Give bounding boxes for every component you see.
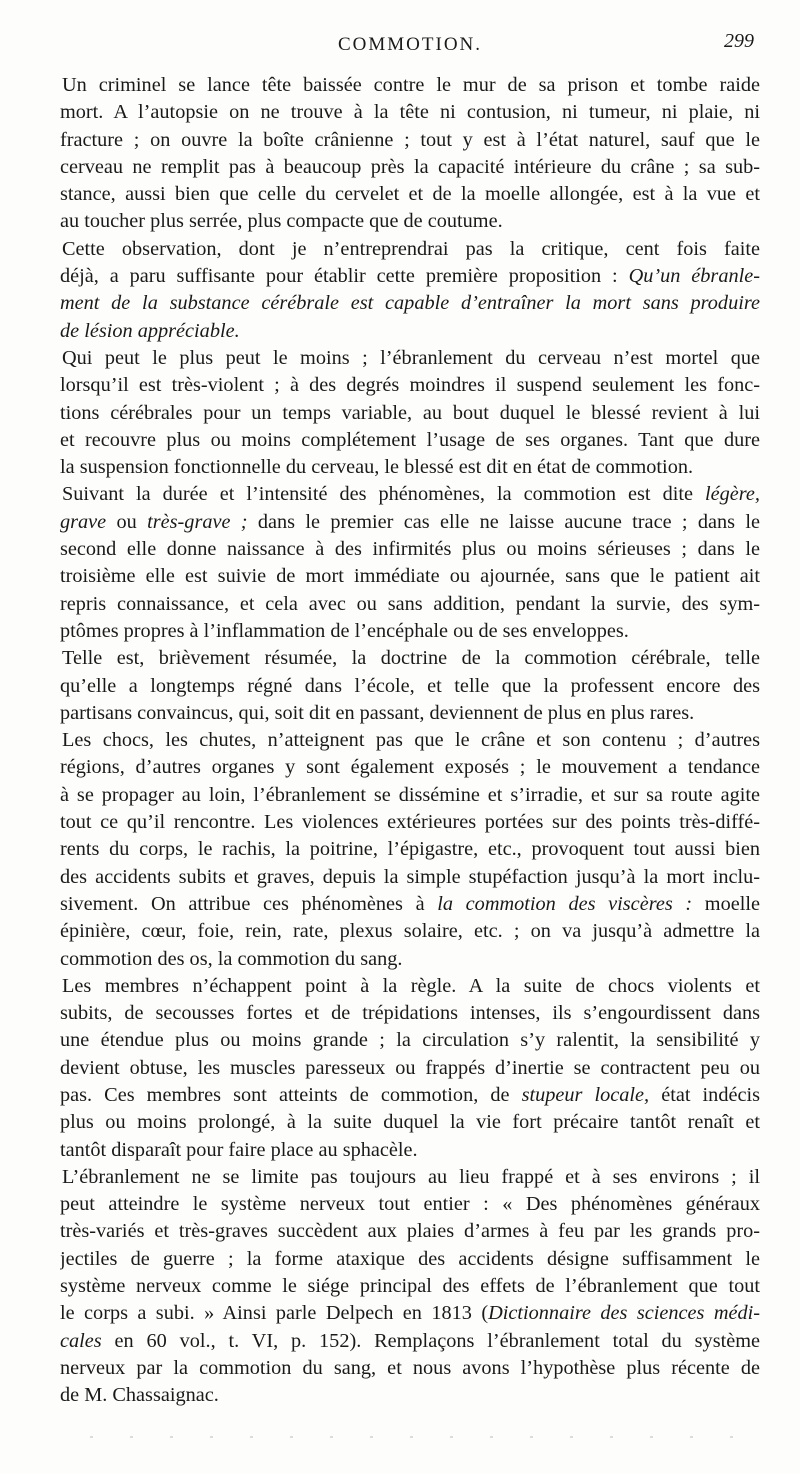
text-line: Un criminel se lance tête baissée contre le mur de sa prison et tombe raide [62,74,760,96]
text-segment: sivement. On attribue ces phénomènes à [60,892,438,915]
text-line: devient obtuse, les muscles paresseux ou frappés d’inertie se contractent peu ou [60,1056,760,1079]
text-segment: en 60 vol., t. VI, p. 152). Remplaçons l’ébranlement total du système [114,1329,760,1352]
italic-segment: stupeur locale, [521,1083,650,1106]
text-segment: dans le premier cas elle ne laisse aucune trace ; dans le [247,510,760,533]
paragraph-7 [60,973,760,1164]
italic-segment: grave [60,510,107,533]
text-line: partisans convaincus, qui, soit dit en passant, deviennent de plus en plus rares. [60,701,695,724]
text-line: subits, de secousses fortes et de trépidations intenses, ils s’engourdissent dans [60,1002,760,1025]
text-line: une étendue plus ou moins grande ; la circulation s’y ralentit, la sensibilité y [60,1029,760,1052]
text-line: cerveau ne remplit pas à beaucoup près la capacité intérieure du crâne ; sa sub- [60,155,760,178]
text-line [60,891,760,918]
text-line: tantôt disparaît pour faire place au sphacèle. [60,1138,418,1161]
text-line: très-variés et très-graves succèdent aux plaies d’armes à feu par les grands pro- [60,1220,760,1243]
text-line [60,1300,760,1327]
text-line: second elle donne naissance à des infirmités plus ou moins sérieuses ; dans le [60,538,760,561]
text-line: tions cérébrales pour un temps variable, au bout duquel le blessé revient à lui [60,401,760,424]
text-segment: Suivant la durée et l’intensité des phénomènes, la commotion est dite [62,483,705,506]
text-line [60,481,760,508]
italic-segment: très-grave ; [147,510,248,533]
italic-segment: légère, [705,483,760,506]
text-line: rents du corps, le rachis, la poitrine, l’épigastre, etc., provoquent tout aussi bien [60,838,760,861]
running-head: COMMOTION. [337,34,483,55]
text-line: ptômes propres à l’inflammation de l’encéphale ou de ses enveloppes. [60,619,629,642]
text-line: commotion des os, la commotion du sang. [60,947,403,970]
paragraph-1 [60,72,760,236]
text-line [60,263,760,290]
text-line: troisième elle est suivie de mort immédiate ou ajournée, sans que le patient ait [60,565,760,588]
text-line: épinière, cœur, foie, rein, rate, plexus solaire, etc. ; on va jusqu’à admettre la [60,920,760,943]
text-line: à se propager au loin, l’ébranlement se dissémine et s’irradie, et sur sa route agite [60,783,760,806]
text-line: Telle est, brièvement résumée, la doctrine de la commotion cérébrale, telle [62,647,760,670]
text-line: Les membres n’échappent point à la règle. A la suite de chocs violents et [62,974,760,997]
text-line [60,509,760,536]
text-line: plus ou moins prolongé, à la suite duquel la vie fort précaire tantôt renaît et [60,1111,760,1134]
text-line: régions, d’autres organes y sont également exposés ; le mouvement a tendance [60,756,760,779]
text-segment: le corps a subi. » Ainsi parle Delpech en 1813 ( [60,1302,489,1325]
text-segment: ou [106,510,148,533]
text-line: la suspension fonctionnelle du cerveau, le blessé est dit en état de commotion. [60,456,694,479]
italic-segment: cales [60,1329,102,1352]
text-line: Cette observation, dont je n’entreprendrai pas la critique, cent fois faite [62,237,760,260]
text-line: de lésion appréciable. [60,319,240,342]
text-line: mort. A l’autopsie on ne trouve à la tête ni contusion, ni tumeur, ni plaie, ni [60,101,760,124]
text-line: système nerveux comme le siége principal des effets de l’ébranlement que tout [60,1275,760,1298]
text-segment: état indécis [649,1083,760,1106]
paragraph-6 [60,727,760,973]
text-line: L’ébranlement ne se limite pas toujours au lieu frappé et à ses environs ; il [62,1165,760,1188]
page-body [60,72,760,1410]
paragraph-4 [60,481,760,645]
text-line: peut atteindre le système nerveux tout entier : « Des phénomènes généraux [60,1193,760,1216]
page-header [60,30,760,60]
text-line: qu’elle a longtemps régné dans l’école, et telle que la professent encore des [60,674,760,697]
text-line: Qui peut le plus peut le moins ; l’ébranlement du cerveau n’est mortel que [62,346,760,369]
text-line [60,1328,760,1355]
text-line: et recouvre plus ou moins complétement l’usage de ses organes. Tant que dure [60,428,760,451]
text-line: nerveux par la commotion du sang, et nous avons l’hypothèse plus récente de [60,1356,760,1379]
text-line: lorsqu’il est très-violent ; à des degrés moindres il suspend seulement les fonc- [60,374,760,397]
text-line: des accidents subits et graves, depuis la simple stupéfaction jusqu’à la mort inclu- [60,865,760,888]
text-line: tout ce qu’il rencontre. Les violences extérieures portées sur des points très-diffé- [60,811,760,834]
text-line: stance, aussi bien que celle du cervelet et de la moelle allongée, est à la vue et [60,183,760,206]
text-line: Les chocs, les chutes, n’atteignent pas que le crâne et son contenu ; d’autres [62,729,760,752]
italic-segment: Dictionnaire des sciences médi- [488,1302,760,1325]
text-segment: déjà, a paru suffisante pour établir cette première proposition : [60,265,629,288]
paragraph-8 [60,1164,760,1410]
paragraph-5 [60,645,760,727]
text-line: ment de la substance cérébrale est capable d’entraîner la mort sans produire [60,292,760,315]
text-line: au toucher plus serrée, plus compacte que de coutume. [60,210,503,233]
text-line: jectiles de guerre ; la forme ataxique des accidents désigne suffisamment le [60,1247,760,1270]
page-bottom-artifact [90,1436,760,1438]
paragraph-2 [60,236,760,345]
italic-segment: Qu’un ébranle- [628,265,760,288]
italic-segment: la commotion des viscères : [437,892,693,915]
paragraph-3 [60,345,760,481]
page-number: 299 [724,30,754,52]
text-line [60,1082,760,1109]
text-segment: pas. Ces membres sont atteints de commotion, de [60,1083,522,1106]
text-line: repris connaissance, et cela avec ou sans addition, pendant la survie, des sym- [60,592,760,615]
text-line: de M. Chassaignac. [60,1384,219,1407]
text-line: fracture ; on ouvre la boîte crânienne ; tout y est à l’état naturel, sauf que le [60,128,760,151]
text-segment: moelle [692,892,760,915]
